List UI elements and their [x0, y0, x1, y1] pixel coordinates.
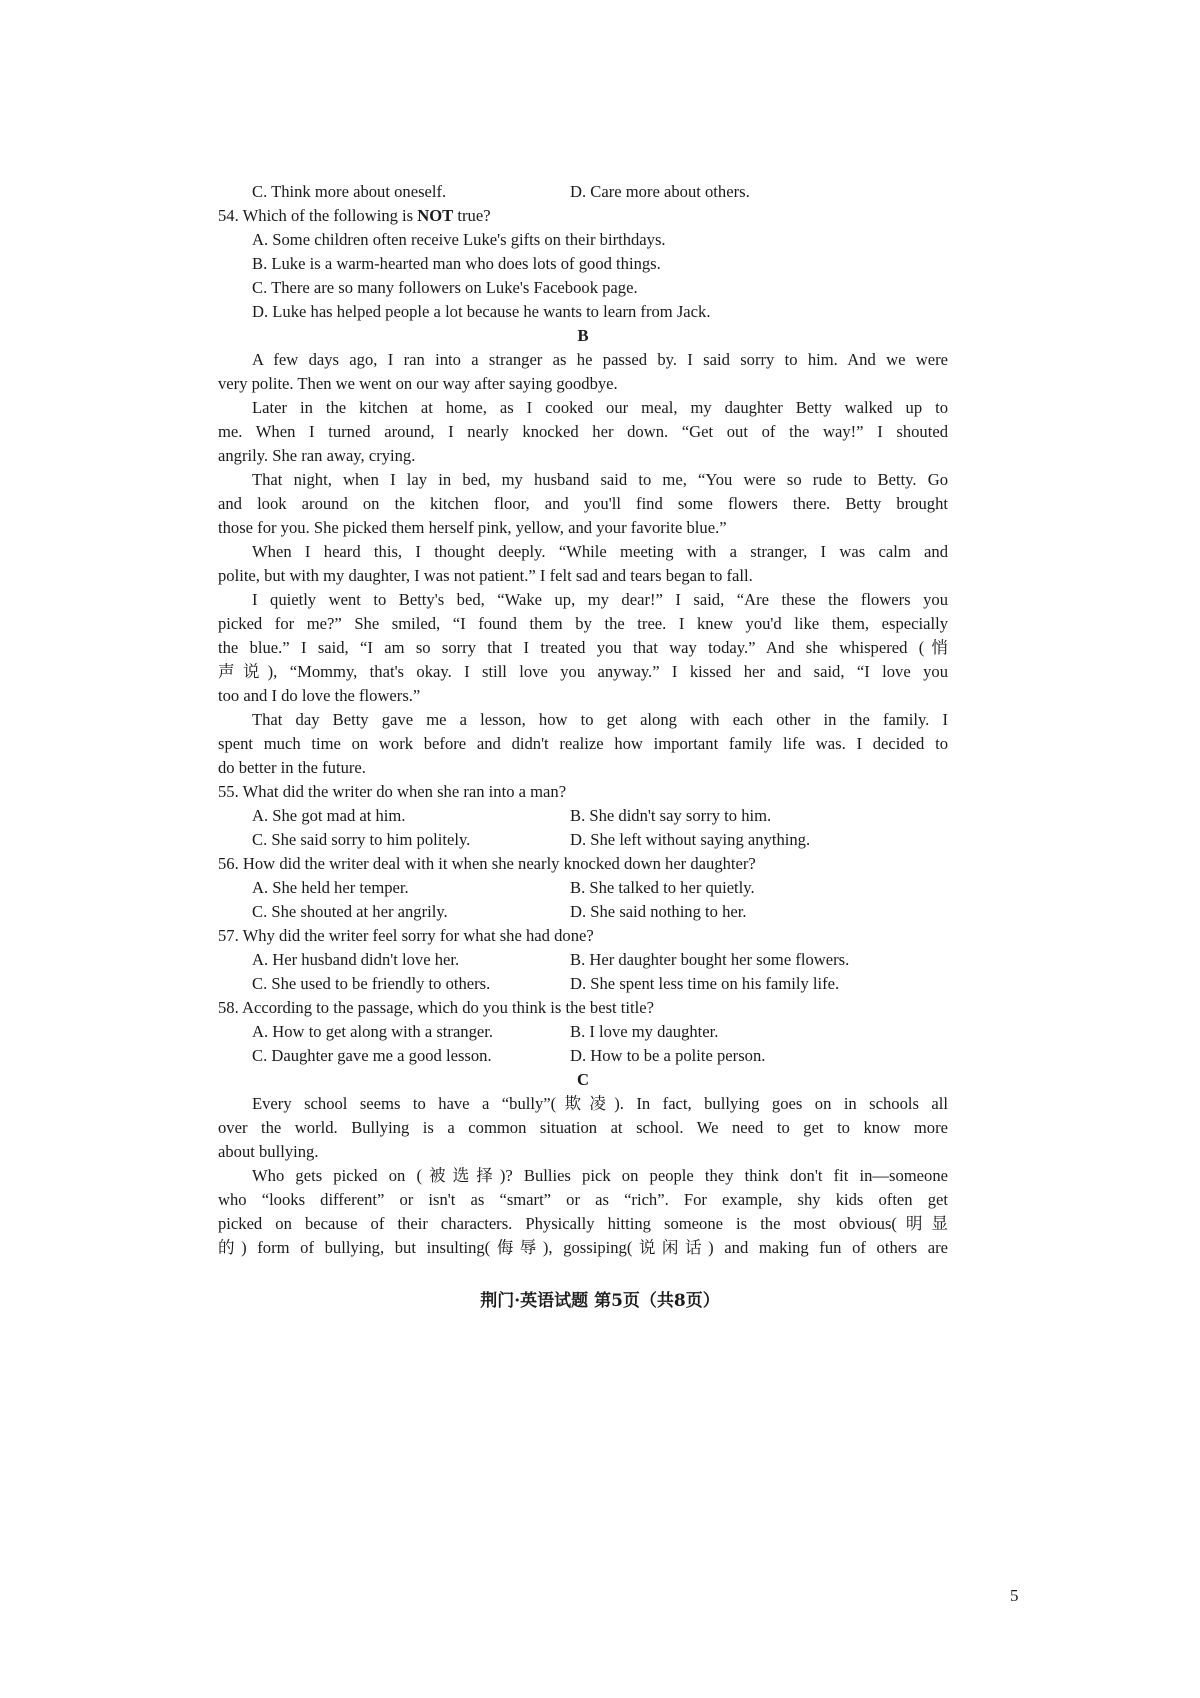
section-b-heading: B: [577, 326, 589, 345]
q54-text-bold: NOT: [417, 206, 454, 225]
q56-number: 56.: [218, 854, 239, 873]
paragraph-line: too and I do love the flowers.”: [218, 686, 421, 705]
paragraph-line: very polite. Then we went on our way after saying goodbye.: [218, 374, 618, 393]
q58-option-a: A. How to get along with a stranger.: [252, 1022, 494, 1041]
q56-option-b: B. She talked to her quietly.: [570, 878, 755, 897]
q57-question: [218, 924, 948, 948]
q57-text: Why did the writer feel sorry for what she had done?: [242, 926, 594, 945]
q58-number: 58.: [218, 998, 239, 1017]
paragraph-line: the blue.” I said, “I am so sorry that I treated you that way today.” And she whispered (悄: [218, 638, 948, 657]
q57-option-d: D. She spent less time on his family life.: [570, 974, 840, 993]
page-number: 5: [1010, 1586, 1019, 1605]
q56-text: How did the writer deal with it when she nearly knocked down her daughter?: [242, 854, 756, 873]
q55-option-b: B. She didn't say sorry to him.: [570, 806, 772, 825]
paragraph-line: picked for me?” She smiled, “I found them by the tree. I knew you'd like them, especially: [218, 614, 948, 633]
paragraph-line: spent much time on work before and didn't realize how important family life was. I decided to: [218, 734, 948, 753]
q58-question: [218, 996, 948, 1020]
section-b-paragraph-6: [218, 708, 948, 780]
q58-option-b: B. I love my daughter.: [570, 1022, 719, 1041]
section-c-paragraph-2: [218, 1164, 948, 1260]
q54-text-after: true?: [453, 206, 491, 225]
q55-question: [218, 780, 948, 804]
paragraph-line: Later in the kitchen at home, as I cooked our meal, my daughter Betty walked up to: [252, 398, 948, 417]
q55-option-c: C. She said sorry to him politely.: [252, 830, 471, 849]
q54-question: [218, 204, 948, 228]
paragraph-line: about bullying.: [218, 1142, 319, 1161]
paragraph-line: That night, when I lay in bed, my husband said to me, “You were so rude to Betty. Go: [252, 470, 948, 489]
q54-text-before: Which of the following is: [242, 206, 418, 225]
q55-text: What did the writer do when she ran into a man?: [242, 782, 567, 801]
q58-option-c: C. Daughter gave me a good lesson.: [252, 1046, 492, 1065]
page-footer: 荆门·英语试题 第5页（共8页）: [480, 1291, 720, 1311]
q54-option-c: C. There are so many followers on Luke's Facebook page.: [252, 278, 638, 297]
paragraph-line: those for you. She picked them herself pink, yellow, and your favorite blue.”: [218, 518, 727, 537]
paragraph-line: I quietly went to Betty's bed, “Wake up, my dear!” I said, “Are these the flowers you: [252, 590, 948, 609]
q53-option-d: D. Care more about others.: [570, 182, 750, 201]
paragraph-line: and look around on the kitchen floor, and you'll find some flowers there. Betty brought: [218, 494, 948, 513]
q54-option-a: A. Some children often receive Luke's gifts on their birthdays.: [252, 230, 666, 249]
paragraph-line: angrily. She ran away, crying.: [218, 446, 416, 465]
paragraph-line: 的) form of bullying, but insulting(侮辱), gossiping(说闲话) and making fun of others are: [218, 1238, 948, 1257]
q54-option-d: D. Luke has helped people a lot because he wants to learn from Jack.: [252, 302, 711, 321]
q56-question: [218, 852, 948, 876]
section-b-paragraph-3: [218, 468, 948, 540]
section-b-paragraph-2: [218, 396, 948, 468]
exam-page-body: [218, 180, 948, 1260]
paragraph-line: That day Betty gave me a lesson, how to get along with each other in the family. I: [252, 710, 948, 729]
q57-option-a: A. Her husband didn't love her.: [252, 950, 460, 969]
paragraph-line: 声说), “Mommy, that's okay. I still love you anyway.” I kissed her and said, “I love you: [218, 662, 948, 681]
q55-option-a: A. She got mad at him.: [252, 806, 406, 825]
section-b-paragraph-1: [218, 348, 948, 396]
q58-option-d: D. How to be a polite person.: [570, 1046, 766, 1065]
q53-option-c: C. Think more about oneself.: [252, 182, 447, 201]
paragraph-line: picked on because of their characters. Physically hitting someone is the most obvious(明显: [218, 1214, 948, 1233]
paragraph-line: over the world. Bullying is a common situation at school. We need to get to know more: [218, 1118, 948, 1137]
paragraph-line: do better in the future.: [218, 758, 366, 777]
paragraph-line: who “looks different” or isn't as “smart” or as “rich”. For example, shy kids often get: [218, 1190, 948, 1209]
q54-number: 54.: [218, 206, 239, 225]
section-c-heading: C: [577, 1070, 589, 1089]
q57-option-c: C. She used to be friendly to others.: [252, 974, 491, 993]
paragraph-line: Who gets picked on (被选择)? Bullies pick on people they think don't fit in—someone: [252, 1166, 948, 1185]
section-b-paragraph-5: [218, 588, 948, 708]
q58-text: According to the passage, which do you think is the best title?: [241, 998, 654, 1017]
section-c-paragraph-1: [218, 1092, 948, 1164]
q54-option-b: B. Luke is a warm-hearted man who does lots of good things.: [252, 254, 661, 273]
q56-option-c: C. She shouted at her angrily.: [252, 902, 448, 921]
q57-option-b: B. Her daughter bought her some flowers.: [570, 950, 850, 969]
section-b-paragraph-4: [218, 540, 948, 588]
paragraph-line: When I heard this, I thought deeply. “While meeting with a stranger, I was calm and: [252, 542, 948, 561]
q55-option-d: D. She left without saying anything.: [570, 830, 811, 849]
q56-option-a: A. She held her temper.: [252, 878, 409, 897]
q56-option-d: D. She said nothing to her.: [570, 902, 747, 921]
paragraph-line: A few days ago, I ran into a stranger as he passed by. I said sorry to him. And we were: [252, 350, 948, 369]
paragraph-line: me. When I turned around, I nearly knocked her down. “Get out of the way!” I shouted: [218, 422, 948, 441]
q57-number: 57.: [218, 926, 239, 945]
q55-number: 55.: [218, 782, 239, 801]
paragraph-line: polite, but with my daughter, I was not patient.” I felt sad and tears began to fall.: [218, 566, 753, 585]
paragraph-line: Every school seems to have a “bully”(欺凌). In fact, bullying goes on in schools all: [252, 1094, 948, 1113]
q53-options-cd: [218, 180, 948, 204]
